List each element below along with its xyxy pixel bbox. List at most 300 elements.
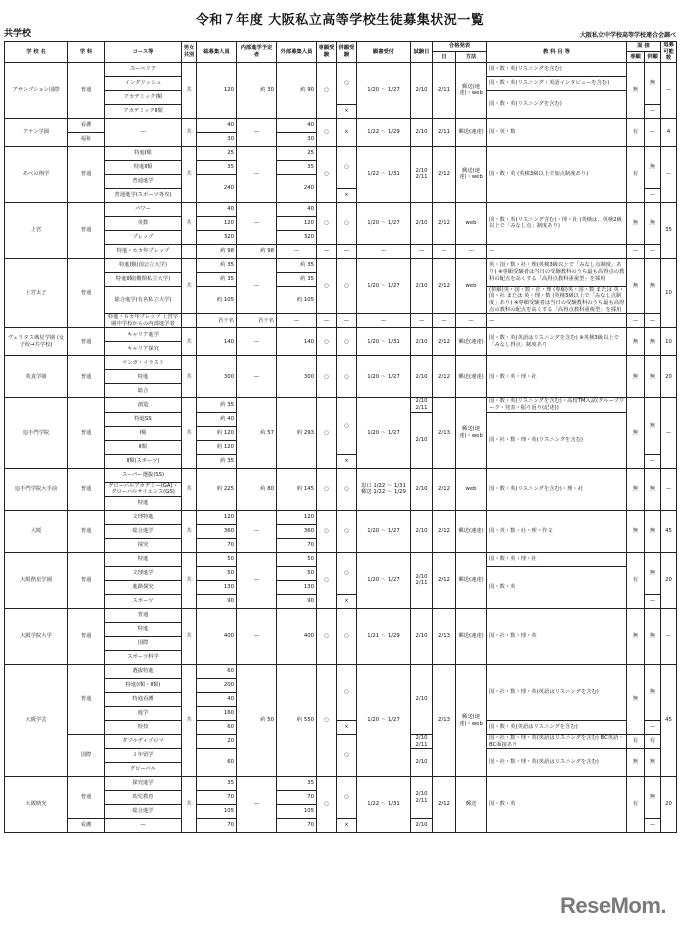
cell-inner: — bbox=[237, 552, 277, 608]
cell-exam: — bbox=[411, 314, 433, 328]
cell-pass-day: 2/12 bbox=[433, 328, 456, 356]
cell-course: 特進・６カ年プレップ 上宮学園中学校からの内部進学者 bbox=[105, 314, 182, 328]
cell-course: スポーツ科学 bbox=[105, 650, 182, 664]
cell-outer: 130 bbox=[277, 580, 317, 594]
cell-interview-sen: — bbox=[627, 244, 645, 258]
cell-inner: 約 98 bbox=[237, 244, 277, 258]
cell-tsuibo: 4 bbox=[661, 118, 677, 146]
cell-course: 特進 bbox=[105, 622, 182, 636]
cell-inner: — bbox=[237, 356, 277, 398]
cell-gender: 共 bbox=[182, 146, 197, 202]
cell-hei: ○ bbox=[337, 608, 357, 664]
cell-total: 120 bbox=[197, 510, 237, 524]
cell-school-name: 追手門学院大手前 bbox=[5, 468, 68, 510]
cell-subjects: 国・英・数・社・理・作文 bbox=[487, 510, 627, 552]
cell-interview-sen: 無 bbox=[627, 608, 645, 664]
cell-subjects: 国・数・英 bbox=[487, 566, 627, 608]
cell-interview-hei: 有 bbox=[645, 734, 661, 748]
cell-exam: 2/10 bbox=[411, 608, 433, 664]
cell-interview-hei: — bbox=[645, 118, 661, 146]
cell-tan: ○ bbox=[317, 202, 337, 244]
cell-total: 40 bbox=[197, 118, 237, 132]
table-row bbox=[5, 328, 677, 342]
cell-subjects: 国・数・英(リスニングを含む) bbox=[487, 90, 627, 118]
cell-interview-hei: 無 bbox=[645, 328, 661, 356]
cell-pass-day: 2/13 bbox=[433, 664, 456, 776]
cell-tsuibo: 45 bbox=[661, 510, 677, 552]
cell-subjects: 国・社・数・理・英 bbox=[487, 608, 627, 664]
cell-dates: 1/20 〜 1/27 bbox=[357, 552, 411, 608]
cell-hei: ○ bbox=[337, 777, 357, 819]
cell-inner: 約 57 bbox=[237, 398, 277, 468]
cell-total: 35 bbox=[197, 777, 237, 791]
cell-interview-sen: 無 bbox=[627, 356, 645, 398]
cell-tan: ○ bbox=[317, 356, 337, 398]
table-row bbox=[5, 468, 677, 482]
cell-inner: — bbox=[237, 328, 277, 356]
header-hei: 併願受験 bbox=[337, 42, 357, 63]
cell-inner: — bbox=[237, 608, 277, 664]
cell-course: 特進Ⅰ類 bbox=[105, 146, 182, 160]
cell-tan: ○ bbox=[317, 398, 337, 468]
cell-tsuibo: 10 bbox=[661, 328, 677, 356]
cell-gender: 共 bbox=[182, 328, 197, 356]
cell-dates: 1/20 〜 1/27 bbox=[357, 510, 411, 552]
cell-total: 60 bbox=[197, 749, 237, 777]
cell-course: 進路探究 bbox=[105, 580, 182, 594]
cell-dates: 1/20 〜 1/27 bbox=[357, 202, 411, 244]
cell-dates: 1/20 〜 1/27 bbox=[357, 664, 411, 776]
cell-total: 400 bbox=[197, 608, 237, 664]
header-pass-day: 日 bbox=[433, 52, 456, 62]
cell-hei: ○ bbox=[337, 664, 357, 720]
cell-interview-hei: — bbox=[645, 594, 661, 608]
cell-dept: 普通 bbox=[68, 202, 105, 258]
cell-outer: 120 bbox=[277, 216, 317, 230]
cell-school-name: 上宮 bbox=[5, 202, 68, 258]
cell-inner: 若干名 bbox=[237, 314, 277, 328]
header-inner: 内部進学予定者 bbox=[237, 42, 277, 63]
cell-total: 120 bbox=[197, 216, 237, 230]
cell-interview-sen: 無 bbox=[627, 62, 645, 118]
cell-inner: — bbox=[237, 510, 277, 552]
cell-gender bbox=[182, 314, 197, 328]
cell-school-name: 大阪学芸 bbox=[5, 664, 68, 776]
cell-tan: ○ bbox=[317, 146, 337, 202]
cell-tan: ○ bbox=[317, 777, 337, 833]
cell-exam: 2/10 2/11 bbox=[411, 552, 433, 608]
cell-pass-method: — bbox=[456, 314, 487, 328]
cell-interview-hei: 無 bbox=[645, 664, 661, 720]
cell-tsuibo: — bbox=[661, 398, 677, 468]
cell-tsuibo: 35 bbox=[661, 202, 677, 258]
cell-interview-hei: 無 bbox=[645, 468, 661, 510]
cell-tsuibo: — bbox=[661, 62, 677, 118]
cell-subjects: 国・数・英 bbox=[487, 777, 627, 833]
cell-total: 約 120 bbox=[197, 440, 237, 454]
cell-outer: 30 bbox=[277, 132, 317, 146]
cell-hei: ○ bbox=[337, 734, 357, 776]
cell-total: 300 bbox=[197, 356, 237, 398]
cell-subjects: 国・数・英(リスニングを含む) bbox=[487, 62, 627, 76]
cell-gender bbox=[182, 244, 197, 258]
cell-total: 約 120 bbox=[197, 426, 237, 440]
cell-inner: 約 50 bbox=[237, 664, 277, 776]
cell-exam: 2/10 2/11 bbox=[411, 734, 433, 748]
cell-outer: 約 550 bbox=[277, 664, 317, 776]
cell-course: 特進(Ⅰ類・Ⅱ類) bbox=[105, 678, 182, 692]
cell-interview-hei: 無 bbox=[645, 510, 661, 552]
cell-total: 40 bbox=[197, 202, 237, 216]
table-row bbox=[5, 356, 677, 370]
cell-gender: 共 bbox=[182, 608, 197, 664]
cell-hei: ○ bbox=[337, 62, 357, 104]
table-row bbox=[5, 777, 677, 791]
cell-gender: 共 bbox=[182, 777, 197, 833]
cell-course: グローバルアカデミー(GA)・グローバルサイエンス(GS) bbox=[105, 482, 182, 496]
page-title: 令和７年度 大阪私立高等学校生徒募集状況一覧 bbox=[195, 13, 485, 28]
cell-exam: 2/10 2/11 bbox=[411, 146, 433, 202]
cell-dept: 普通 bbox=[68, 258, 105, 328]
cell-outer: 70 bbox=[277, 538, 317, 552]
cell-pass-method: 郵送(速達)・web bbox=[456, 62, 487, 118]
cell-inner: 約 80 bbox=[237, 468, 277, 510]
cell-interview-sen: 無 bbox=[627, 258, 645, 313]
table-body bbox=[5, 62, 677, 832]
cell-interview-hei: — bbox=[645, 454, 661, 468]
cell-exam: 2/10 2/11 bbox=[411, 398, 433, 412]
cell-tsuibo: 20 bbox=[661, 552, 677, 608]
cell-pass-method: 郵送(速達)・web bbox=[456, 398, 487, 468]
cell-dates: 1/20 〜 1/27 bbox=[357, 398, 411, 468]
cell-total: 360 bbox=[197, 524, 237, 538]
cell-interview-hei: 無 bbox=[645, 146, 661, 188]
cell-gender: 共 bbox=[182, 62, 197, 118]
cell-inner: — bbox=[237, 146, 277, 202]
cell-course: 普通 bbox=[105, 608, 182, 622]
cell-total: 70 bbox=[197, 538, 237, 552]
cell-total: 30 bbox=[197, 132, 237, 146]
cell-hei: ○ bbox=[337, 552, 357, 594]
cell-dept: 国際 bbox=[68, 734, 105, 776]
cell-dates: 1/20 〜 1/27 bbox=[357, 62, 411, 118]
cell-outer: 70 bbox=[277, 791, 317, 805]
cell-interview-hei: 無 bbox=[645, 202, 661, 244]
table-row bbox=[5, 202, 677, 216]
table-row bbox=[5, 244, 677, 258]
cell-dates: — bbox=[357, 244, 411, 258]
cell-dept: 看護 bbox=[68, 118, 105, 132]
cell-course: — bbox=[105, 819, 182, 833]
cell-tsuibo: 20 bbox=[661, 356, 677, 398]
cell-course: スーパー選抜(SS) bbox=[105, 468, 182, 482]
cell-inner: — bbox=[237, 118, 277, 146]
cell-course: スーペリア bbox=[105, 62, 182, 76]
cell-subjects: 国・社・数・理・英(英語はリスニングを含む) bbox=[487, 664, 627, 720]
cell-hei: × bbox=[337, 118, 357, 146]
header-int-hei: 併願 bbox=[645, 52, 661, 62]
cell-pass-day: 2/13 bbox=[433, 608, 456, 664]
cell-total: 約 35 bbox=[197, 258, 237, 272]
header-course: コース等 bbox=[105, 42, 182, 63]
cell-interview-sen: 有 bbox=[627, 118, 645, 146]
cell-subjects: (併願)英・国・数・社・理 (専願)英・国・数 または 英・国・社 または 英・理・数 (英検3級以上で「みなし点制度」あり) ※専願受験者は当日の受験教科のうち最も高得点の教科の配点を高くする「高得点教科重視型」を採用 bbox=[487, 286, 627, 313]
cell-interview-sen: 無 bbox=[627, 664, 645, 734]
cell-exam: 2/10 bbox=[411, 749, 433, 777]
cell-pass-method: 郵送(速達) bbox=[456, 118, 487, 146]
cell-tsuibo: — bbox=[661, 146, 677, 202]
cell-course: 特進Ⅱ類(難関私立大学) bbox=[105, 272, 182, 286]
cell-pass-day: 2/11 bbox=[433, 118, 456, 146]
cell-course: パワー bbox=[105, 202, 182, 216]
cell-course: 特進 bbox=[105, 552, 182, 566]
header-pass: 合格発表 bbox=[433, 42, 487, 52]
cell-subjects: — bbox=[487, 314, 627, 328]
cell-exam: 2/10 bbox=[411, 664, 433, 734]
cell-course: Ⅱ類 bbox=[105, 440, 182, 454]
cell-total: 90 bbox=[197, 594, 237, 608]
cell-total: 60 bbox=[197, 720, 237, 734]
cell-hei: × bbox=[337, 594, 357, 608]
cell-exam: 2/10 bbox=[411, 356, 433, 398]
cell-pass-day: — bbox=[433, 314, 456, 328]
cell-total: 120 bbox=[197, 62, 237, 118]
cell-total: 約 35 bbox=[197, 398, 237, 412]
cell-pass-method: web bbox=[456, 468, 487, 510]
cell-total: 70 bbox=[197, 819, 237, 833]
cell-tan: — bbox=[317, 314, 337, 328]
cell-pass-method: web bbox=[456, 258, 487, 313]
cell-exam: 2/10 bbox=[411, 468, 433, 510]
cell-dept: 普通 bbox=[68, 62, 105, 118]
cell-inner: 約 30 bbox=[237, 62, 277, 118]
cell-outer: 400 bbox=[277, 608, 317, 664]
cell-school-name: アナン学園 bbox=[5, 118, 68, 146]
cell-hei: ○ bbox=[337, 468, 357, 510]
cell-dept: 普通 bbox=[68, 510, 105, 552]
cell-tan: — bbox=[317, 244, 337, 258]
table-row bbox=[5, 258, 677, 272]
cell-outer: 50 bbox=[277, 552, 317, 566]
cell-outer: 約 293 bbox=[277, 398, 317, 468]
cell-interview-sen: 有 bbox=[627, 777, 645, 833]
cell-interview-hei: — bbox=[645, 244, 661, 258]
cell-outer: 90 bbox=[277, 594, 317, 608]
cell-gender: 共 bbox=[182, 202, 197, 244]
cell-interview-hei: 無 bbox=[645, 258, 661, 313]
cell-hei: × bbox=[337, 819, 357, 833]
cell-pass-day: 2/12 bbox=[433, 202, 456, 244]
cell-tan: ○ bbox=[317, 510, 337, 552]
cell-course: 進学 bbox=[105, 706, 182, 720]
cell-inner: — bbox=[237, 202, 277, 244]
cell-interview-hei: — bbox=[645, 314, 661, 328]
cell-dates: 1/21 〜 1/29 bbox=[357, 608, 411, 664]
cell-course: 文理進学 bbox=[105, 566, 182, 580]
cell-interview-sen: 有 bbox=[627, 734, 645, 748]
cell-interview-hei: 無 bbox=[645, 62, 661, 104]
cell-pass-day: 2/12 bbox=[433, 777, 456, 833]
cell-outer: 約 90 bbox=[277, 62, 317, 118]
cell-exam: 2/10 bbox=[411, 328, 433, 356]
header-pass-method: 方法 bbox=[456, 52, 487, 62]
cell-total: 約 225 bbox=[197, 468, 237, 510]
cell-course: 総合進学 bbox=[105, 524, 182, 538]
cell-outer: 360 bbox=[277, 524, 317, 538]
cell-school-name: あべの翔学 bbox=[5, 146, 68, 202]
cell-course: グローバル bbox=[105, 763, 182, 777]
cell-total: 40 bbox=[197, 692, 237, 706]
cell-gender: 共 bbox=[182, 552, 197, 608]
cell-gender: 共 bbox=[182, 510, 197, 552]
cell-pass-method: 郵送(速達) bbox=[456, 328, 487, 356]
header-subjects: 教 科 目 等 bbox=[487, 42, 627, 63]
cell-tan: ○ bbox=[317, 328, 337, 356]
cell-outer: 140 bbox=[277, 328, 317, 356]
cell-total: 140 bbox=[197, 328, 237, 356]
cell-outer: 35 bbox=[277, 777, 317, 791]
cell-subjects: 国・数・英(リスニングを含む)・理・社 bbox=[487, 468, 627, 510]
cell-outer: — bbox=[277, 244, 317, 258]
cell-pass-day: 2/12 bbox=[433, 356, 456, 398]
table-row bbox=[5, 734, 677, 748]
cell-total: 200 bbox=[197, 678, 237, 692]
cell-outer: 40 bbox=[277, 202, 317, 216]
cell-interview-sen: 無 bbox=[627, 749, 645, 777]
cell-subjects: 国・社・数・理・英(英語はリスニングを含む) bbox=[487, 749, 627, 777]
cell-exam: — bbox=[411, 244, 433, 258]
cell-dept: 普通 bbox=[68, 777, 105, 819]
cell-interview-sen: 有 bbox=[627, 146, 645, 202]
cell-gender: 共 bbox=[182, 468, 197, 510]
cell-gender: 共 bbox=[182, 664, 197, 776]
cell-dept: 普通 bbox=[68, 398, 105, 468]
header-outer: 外部募集人員 bbox=[277, 42, 317, 63]
cell-inner: — bbox=[237, 258, 277, 313]
cell-outer: 約 35 bbox=[277, 258, 317, 272]
cell-subjects: 国・数・英(リスニングを含む)・高校TM入試(グループワーク・発表・振り返り(記述)) bbox=[487, 398, 627, 412]
cell-tan: ○ bbox=[317, 62, 337, 118]
cell-dept: 普通 bbox=[68, 468, 105, 510]
cell-course: マンガ・イラスト bbox=[105, 356, 182, 370]
cell-total: 約 35 bbox=[197, 454, 237, 468]
header-exam: 試験日 bbox=[411, 42, 433, 63]
cell-interview-sen: 無 bbox=[627, 468, 645, 510]
cell-course: — bbox=[105, 118, 182, 146]
cell-exam: 2/10 bbox=[411, 202, 433, 244]
cell-dates: 1/20 〜 1/27 bbox=[357, 258, 411, 313]
cell-tsuibo: — bbox=[661, 468, 677, 510]
cell-pass-day: 2/13 bbox=[433, 398, 456, 468]
cell-hei: ○ bbox=[337, 202, 357, 244]
cell-exam: 2/10 bbox=[411, 510, 433, 552]
cell-course: 幼児教育 bbox=[105, 791, 182, 805]
cell-total: 130 bbox=[197, 580, 237, 594]
cell-tan: ○ bbox=[317, 468, 337, 510]
cell-course: 普通進学 bbox=[105, 174, 182, 188]
cell-interview-hei: — bbox=[645, 188, 661, 202]
cell-course: 普通進学(スポーツ専攻) bbox=[105, 188, 182, 202]
cell-dates: — bbox=[357, 314, 411, 328]
cell-total: 約 98 bbox=[197, 244, 237, 258]
cell-course: 特進SS bbox=[105, 412, 182, 426]
cell-course: 特進Ⅱ類 bbox=[105, 160, 182, 174]
cell-school-name: アサンプション国際 bbox=[5, 62, 68, 118]
cell-tsuibo: 45 bbox=[661, 664, 677, 776]
cell-course: キャリア進学 bbox=[105, 328, 182, 342]
cell-course: アカデミックⅡ類 bbox=[105, 104, 182, 118]
cell-outer: 約 35 bbox=[277, 272, 317, 286]
cell-outer: 105 bbox=[277, 805, 317, 819]
cell-interview-hei: 無 bbox=[645, 552, 661, 594]
table-row bbox=[5, 314, 677, 328]
cell-hei: ○ bbox=[337, 258, 357, 313]
cell-pass-day: — bbox=[433, 244, 456, 258]
cell-interview-hei: — bbox=[645, 104, 661, 118]
cell-pass-method: 郵送(速達)・web bbox=[456, 664, 487, 776]
cell-interview-hei: — bbox=[645, 720, 661, 734]
cell-course: 選抜特進 bbox=[105, 664, 182, 678]
cell-outer: 300 bbox=[277, 356, 317, 398]
cell-gender: 共 bbox=[182, 356, 197, 398]
cell-outer: 70 bbox=[277, 819, 317, 833]
cell-course: Ⅰ類 bbox=[105, 426, 182, 440]
header-total: 総募集人員 bbox=[197, 42, 237, 63]
table-row bbox=[5, 398, 677, 412]
cell-school-name: 大阪晴光 bbox=[5, 777, 68, 833]
cell-total: 320 bbox=[197, 230, 237, 244]
cell-pass-day: 2/12 bbox=[433, 510, 456, 552]
cell-hei: × bbox=[337, 188, 357, 202]
cell-hei: ○ bbox=[337, 356, 357, 398]
cell-outer: 40 bbox=[277, 118, 317, 132]
cell-hei: — bbox=[337, 244, 357, 258]
cell-outer: 約 145 bbox=[277, 468, 317, 510]
cell-dept: 福祉 bbox=[68, 132, 105, 146]
cell-subjects: 国・数・英(英語はリスニングを含む) ※英検3級以上で「みなし得点」制度あり bbox=[487, 328, 627, 356]
cell-course: 探究進学 bbox=[105, 777, 182, 791]
cell-total: 240 bbox=[197, 174, 237, 202]
source-label: 大阪私立中学校高等学校連合会調べ bbox=[579, 32, 676, 39]
cell-subjects: 国・社・数・理・英(リスニングを含む) bbox=[487, 412, 627, 468]
category-label: 共学校 bbox=[4, 29, 32, 39]
cell-tan: ○ bbox=[317, 664, 337, 776]
cell-course: スポーツ bbox=[105, 594, 182, 608]
cell-dept: 普通 bbox=[68, 146, 105, 202]
cell-pass-method: web bbox=[456, 202, 487, 244]
cell-course: 探究 bbox=[105, 538, 182, 552]
cell-interview-sen: 無 bbox=[627, 510, 645, 552]
cell-total: 若干名 bbox=[197, 314, 237, 328]
cell-dates: 1/22 〜 1/31 bbox=[357, 146, 411, 202]
cell-hei: ○ bbox=[337, 146, 357, 188]
cell-course: 創造 bbox=[105, 398, 182, 412]
cell-hei: × bbox=[337, 720, 357, 734]
table-row bbox=[5, 510, 677, 524]
cell-interview-sen: — bbox=[627, 314, 645, 328]
cell-pass-day: 2/12 bbox=[433, 258, 456, 313]
cell-total: 35 bbox=[197, 160, 237, 174]
cell-subjects: — bbox=[487, 244, 627, 258]
cell-dept: 普通 bbox=[68, 552, 105, 608]
cell-total: 105 bbox=[197, 805, 237, 819]
cell-hei: ○ bbox=[337, 510, 357, 552]
table-row bbox=[5, 720, 677, 734]
cell-inner: — bbox=[237, 777, 277, 833]
cell-course: 英数 bbox=[105, 216, 182, 230]
header-dept: 学 科 bbox=[68, 42, 105, 63]
recruitment-table bbox=[4, 41, 677, 833]
